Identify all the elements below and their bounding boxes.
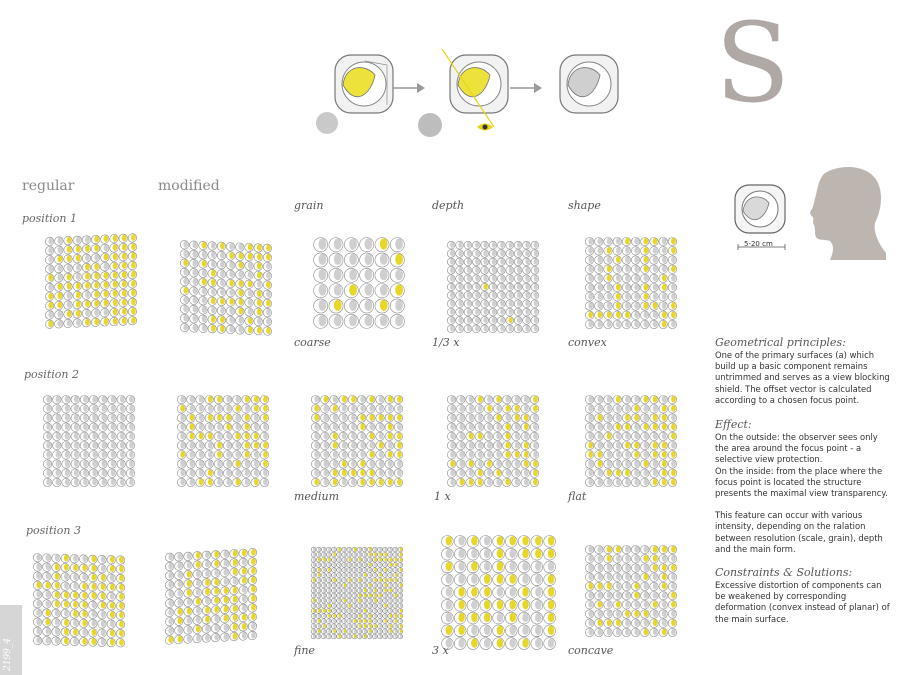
- caption-one-third: 1/3 x: [432, 336, 460, 349]
- panel-regular-2: [38, 390, 140, 492]
- panel-grain-fine: [306, 542, 408, 644]
- dimension-label: 5-20 cm: [744, 240, 773, 248]
- constraints-text: Excessive distortion of components can be weakened by corresponding deformation (convex instead of planar) of the main surface.: [715, 580, 890, 624]
- sidebar-text: [715, 336, 890, 625]
- panel-regular-1: [40, 232, 142, 334]
- arrow-right-icon: [510, 83, 542, 93]
- panel-grain-coarse: [308, 232, 410, 334]
- eye-icon: [477, 124, 493, 131]
- position-label-1: position 1: [22, 212, 77, 225]
- sphere-symbol-icon: [316, 112, 338, 134]
- caption-concave: concave: [568, 644, 614, 657]
- panel-modified-1: [175, 235, 277, 337]
- panel-modified-2: [172, 390, 274, 492]
- page-number: 2199_4: [3, 637, 13, 671]
- head-silhouette-icon: [810, 167, 886, 260]
- caption-coarse: coarse: [294, 336, 331, 349]
- header-regular: regular: [22, 178, 75, 194]
- caption-flat: flat: [568, 490, 587, 503]
- arrow-right-icon: [393, 83, 425, 93]
- caption-three-x: 3 x: [432, 644, 449, 657]
- panel-shape-convex: [580, 232, 682, 334]
- cube-component-icon: [442, 49, 508, 127]
- effect-text-2: On the inside: from the place where the focus point is located the structure presents the maximal view transparency.: [715, 465, 888, 499]
- panel-grain-medium: [306, 390, 408, 492]
- panel-shape-flat: [580, 390, 682, 492]
- geo-heading: Geometrical principles:: [715, 336, 846, 349]
- panel-depth-three: [436, 530, 561, 655]
- caption-fine: fine: [294, 644, 315, 657]
- effect-heading: Effect:: [715, 418, 752, 432]
- position-label-3: position 3: [26, 524, 81, 537]
- header-shape: shape: [568, 199, 601, 212]
- title-letter: S: [715, 0, 791, 127]
- caption-one-x: 1 x: [434, 490, 451, 503]
- cube-component-icon: [335, 55, 393, 113]
- effect-text-3: This feature can occur with various intensity, depending on the ralation between resolution (scale, grain), depth and the main form.: [715, 510, 883, 554]
- process-diagram: [305, 45, 645, 145]
- panel-modified-3: [160, 548, 262, 650]
- header-grain: grain: [294, 199, 324, 212]
- caption-convex: convex: [568, 336, 607, 349]
- header-depth: depth: [432, 199, 465, 212]
- header-modified: modified: [158, 178, 220, 194]
- panel-depth-third: [442, 236, 544, 338]
- page-number-tab: [0, 605, 22, 675]
- cube-component-icon: [560, 55, 618, 113]
- panel-regular-3: [28, 548, 130, 650]
- panel-depth-one: [442, 390, 544, 492]
- constraints-heading: Constraints & Solutions:: [715, 566, 853, 580]
- effect-text-1: On the outside: the observer sees only the area around the focus point - a selective view protection.: [715, 432, 878, 465]
- sphere-symbol-icon: [418, 113, 442, 137]
- caption-medium: medium: [294, 490, 340, 503]
- geo-text: One of the primary surfaces (a) which build up a basic component remains untrimmed and serves as a view blocking shield. The offset vector is calculated according to a chosen focus point.: [715, 350, 890, 405]
- position-label-2: position 2: [24, 368, 79, 381]
- cube-component-icon: [735, 185, 785, 233]
- panel-shape-concave: [580, 540, 682, 642]
